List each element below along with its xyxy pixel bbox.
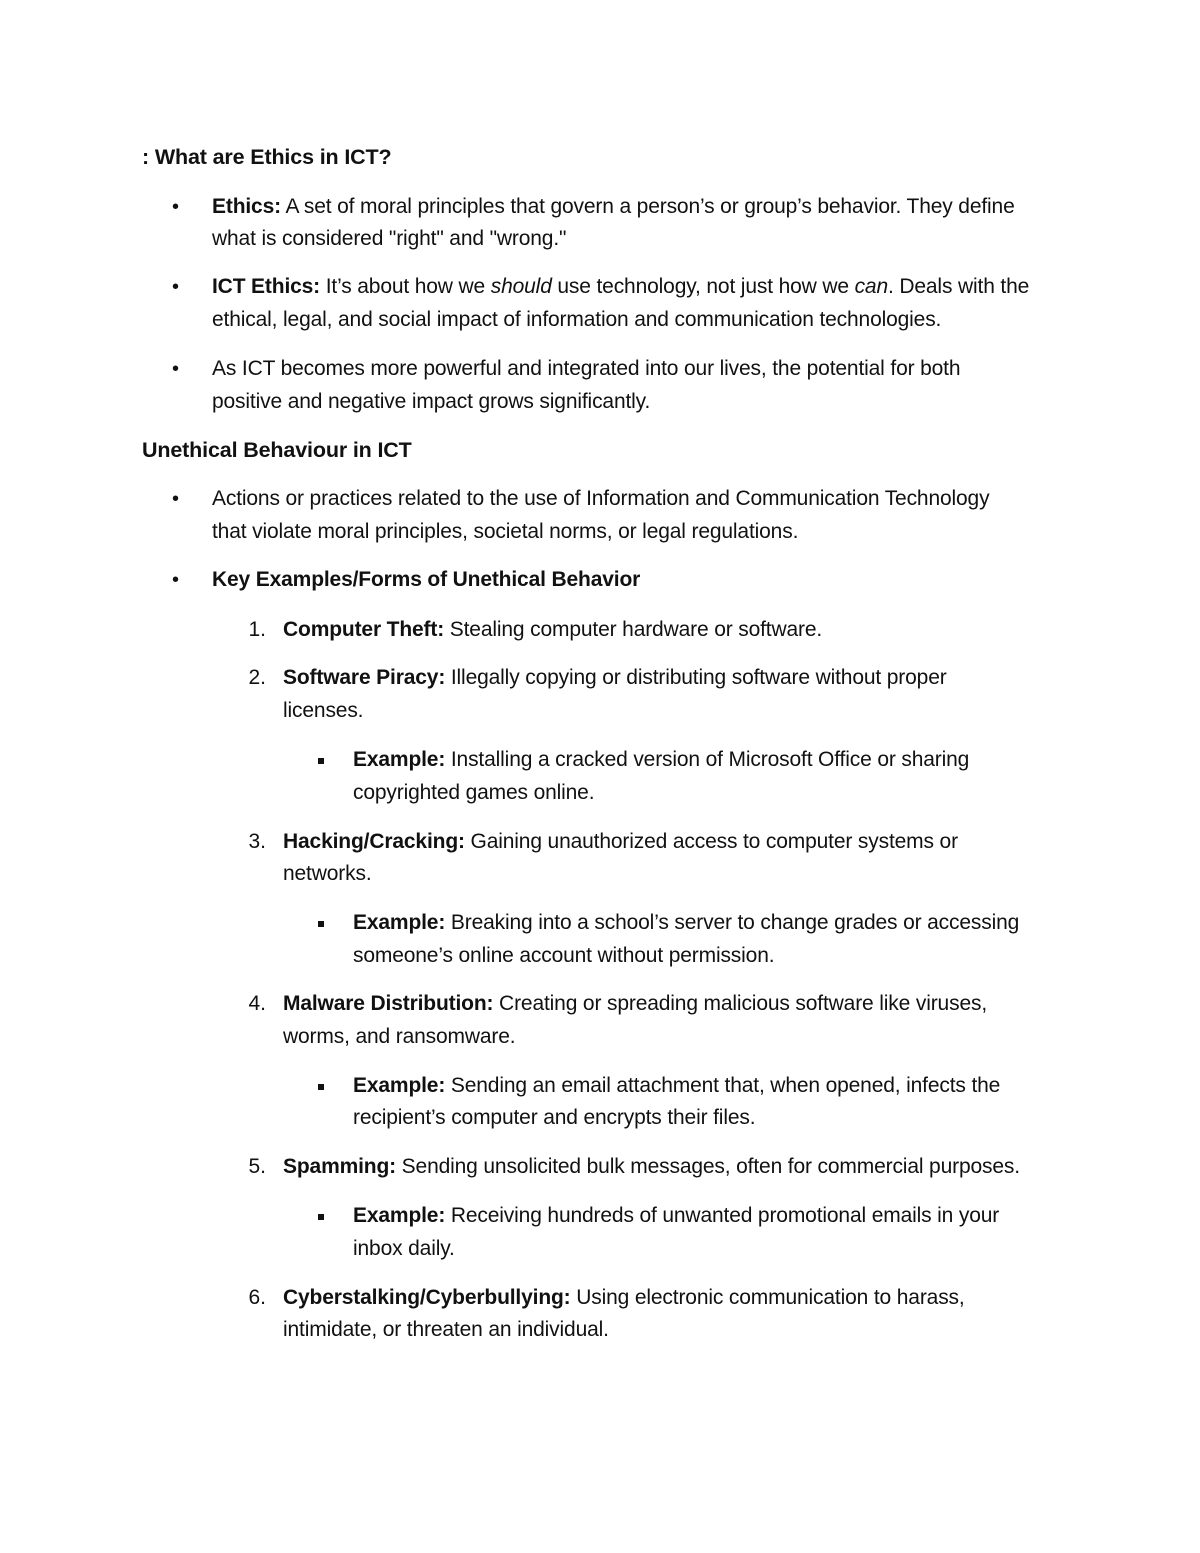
- example-spamming-line2: [353, 1232, 455, 1266]
- example-piracy-line1: [353, 743, 969, 777]
- bullet-text: what is considered "right" and "wrong.": [212, 227, 567, 250]
- item-text: Sending unsolicited bulk messages, often for commercial purposes.: [396, 1155, 1020, 1178]
- bullet-ethics-line1: [212, 190, 1015, 224]
- bullet-ethics-line2: [212, 222, 566, 256]
- item-text: Gaining unauthorized access to computer systems or: [464, 830, 958, 853]
- example-hacking-line2: [353, 939, 774, 973]
- square-bullet-icon: [318, 1214, 324, 1220]
- bullet-icon: •: [172, 196, 180, 218]
- heading-text: Unethical Behaviour in ICT: [142, 438, 412, 462]
- bullet-impact-line2: [212, 385, 650, 419]
- bullet-text: A set of moral principles that govern a person’s or group’s behavior. They define: [280, 195, 1015, 218]
- item-text: worms, and ransomware.: [283, 1025, 516, 1048]
- list-item-cyberstalking-line2: [283, 1313, 609, 1347]
- term-label: Spamming:: [283, 1155, 396, 1178]
- example-label: Example:: [353, 1204, 446, 1227]
- example-label: Example:: [353, 911, 446, 934]
- example-text: Receiving hundreds of unwanted promotional emails in your: [445, 1204, 1000, 1227]
- example-text: inbox daily.: [353, 1237, 455, 1260]
- item-text: Using electronic communication to harass,: [570, 1286, 965, 1309]
- list-number: 1.: [248, 618, 266, 641]
- list-number: 3.: [248, 830, 266, 853]
- bullet-text: ethical, legal, and social impact of information and communication technologies.: [212, 308, 942, 331]
- bullet-ict-ethics-line1: [212, 270, 1029, 304]
- square-bullet-icon: [318, 758, 324, 764]
- example-spamming-line1: [353, 1199, 999, 1233]
- example-hacking-line1: [353, 906, 1019, 940]
- term-label: Computer Theft:: [283, 618, 445, 641]
- subheading-text: Key Examples/Forms of Unethical Behavior: [212, 568, 641, 591]
- bullet-icon: •: [172, 569, 180, 591]
- bullet-icon: •: [172, 358, 180, 380]
- list-number: 2.: [248, 666, 266, 689]
- item-text: Creating or spreading malicious software like viruses,: [493, 992, 988, 1015]
- bullet-text: use technology, not just how we: [551, 275, 855, 298]
- term-label: ICT Ethics:: [212, 275, 321, 298]
- example-text: Installing a cracked version of Microsoft Office or sharing: [445, 748, 970, 771]
- example-text: recipient’s computer and encrypts their files.: [353, 1106, 756, 1129]
- example-text: Breaking into a school’s server to change grades or accessing: [445, 911, 1020, 934]
- example-text: copyrighted games online.: [353, 781, 595, 804]
- item-text: intimidate, or threaten an individual.: [283, 1318, 609, 1341]
- item-text: licenses.: [283, 699, 364, 722]
- list-number: 5.: [248, 1155, 266, 1178]
- list-number: 4.: [248, 992, 266, 1015]
- term-label: Hacking/Cracking:: [283, 830, 465, 853]
- bullet-ict-ethics-line2: [212, 303, 941, 337]
- section-heading-unethical: [142, 433, 412, 467]
- list-item-hacking-line2: [283, 857, 372, 891]
- example-piracy-line2: [353, 776, 594, 810]
- list-number: 6.: [248, 1286, 266, 1309]
- bullet-impact-line1: [212, 352, 960, 386]
- square-bullet-icon: [318, 921, 324, 927]
- list-item-malware: [283, 987, 987, 1021]
- bullet-key-examples: [212, 563, 640, 597]
- list-item-cyberstalking: [283, 1281, 965, 1315]
- list-item-spamming: [283, 1150, 1020, 1184]
- example-label: Example:: [353, 1074, 446, 1097]
- example-label: Example:: [353, 748, 446, 771]
- bullet-icon: •: [172, 488, 180, 510]
- example-malware-line1: [353, 1069, 1000, 1103]
- bullet-text: It’s about how we: [320, 275, 491, 298]
- example-malware-line2: [353, 1101, 755, 1135]
- bullet-text: As ICT becomes more powerful and integrated into our lives, the potential for both: [212, 357, 961, 380]
- list-item-software-piracy: [283, 661, 947, 695]
- term-label: Ethics:: [212, 195, 281, 218]
- square-bullet-icon: [318, 1084, 324, 1090]
- bullet-text: . Deals with the: [887, 275, 1030, 298]
- emphasis-text: can: [854, 275, 888, 298]
- item-text: Illegally copying or distributing software without proper: [445, 666, 947, 689]
- term-label: Software Piracy:: [283, 666, 446, 689]
- item-text: networks.: [283, 862, 372, 885]
- heading-text: : What are Ethics in ICT?: [142, 145, 392, 169]
- list-item-software-piracy-line2: [283, 694, 363, 728]
- term-label: Cyberstalking/Cyberbullying:: [283, 1286, 571, 1309]
- example-text: someone’s online account without permission.: [353, 944, 775, 967]
- item-text: Stealing computer hardware or software.: [444, 618, 823, 641]
- term-label: Malware Distribution:: [283, 992, 494, 1015]
- bullet-text: Actions or practices related to the use of Information and Communication Technology: [212, 487, 990, 510]
- list-item-malware-line2: [283, 1020, 515, 1054]
- bullet-actions-line2: [212, 515, 798, 549]
- bullet-icon: •: [172, 276, 180, 298]
- bullet-text: positive and negative impact grows significantly.: [212, 390, 651, 413]
- list-item-computer-theft: [283, 613, 822, 647]
- bullet-actions-line1: [212, 482, 989, 516]
- emphasis-text: should: [490, 275, 552, 298]
- bullet-text: that violate moral principles, societal norms, or legal regulations.: [212, 520, 799, 543]
- example-text: Sending an email attachment that, when opened, infects the: [445, 1074, 1001, 1097]
- section-heading-ethics: [142, 140, 392, 174]
- list-item-hacking: [283, 825, 958, 859]
